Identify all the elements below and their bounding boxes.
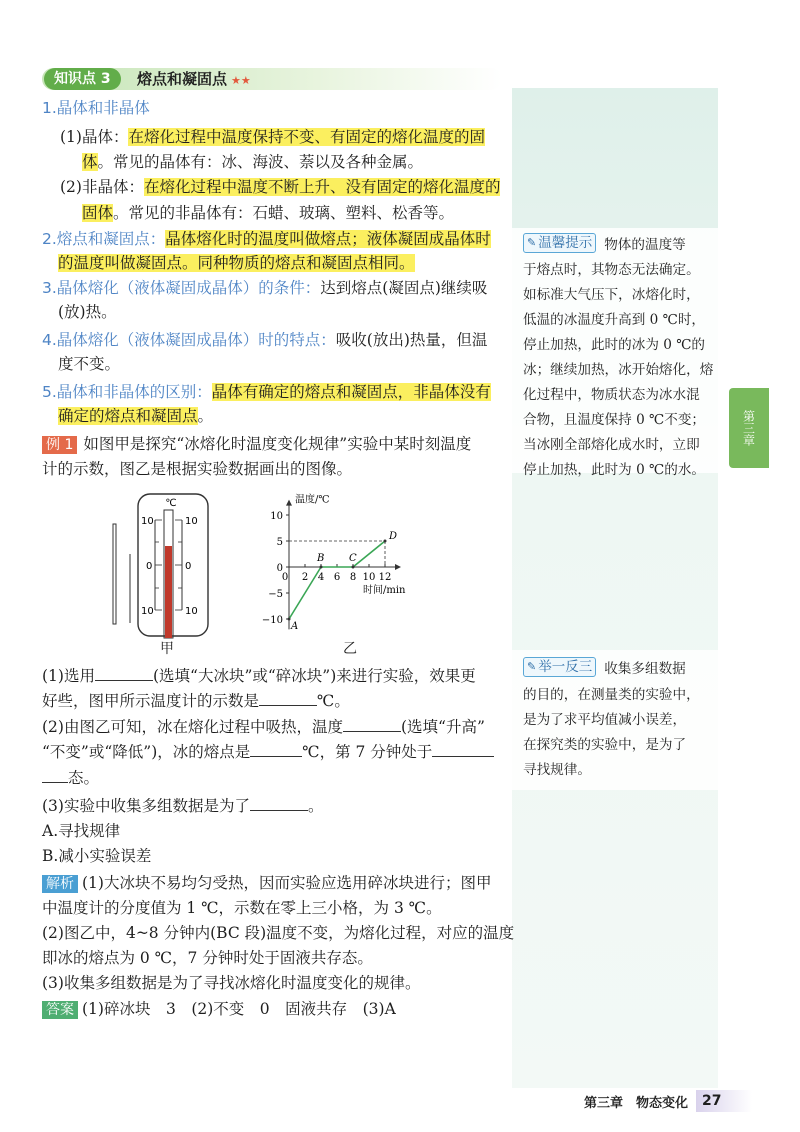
tip-warm-title: ✎ 温馨提示 [523, 233, 596, 253]
point-label: A [291, 621, 299, 632]
section-4: 4.晶体熔化（液体凝固成晶体）时的特点：吸收(放出)热量，但温 [42, 331, 488, 349]
y-tick-label: 5 [276, 537, 283, 548]
answer-line: 答案 (1)碎冰块 3 (2)不变 0 固液共存 (3)A [42, 999, 396, 1019]
tick-label-top-right: 10 [185, 516, 198, 527]
tick-label-top-left: 10 [141, 516, 154, 527]
x-tick-label: 2 [301, 572, 309, 583]
page-number: 27 [696, 1090, 751, 1112]
figure-left-caption: 甲 [160, 641, 174, 657]
amorphous-definition-cont: 固体。常见的非晶体有：石蜡、玻璃、塑料、松香等。 [82, 204, 455, 222]
tip-warm-line-9: 停止加热，此时为 0 ℃的水。 [523, 462, 706, 478]
tip-extend-title: ✎ 举一反三 [523, 657, 596, 677]
y-axis-title: 温度/℃ [295, 494, 330, 506]
answer-blank-5[interactable] [432, 742, 494, 757]
point-label: C [349, 553, 357, 564]
y-tick-label: −10 [261, 615, 283, 626]
option-a: A.寻找规律 [42, 822, 121, 840]
crystal-definition-cont: 体。常见的晶体有：冰、海波、萘以及各种金属。 [82, 153, 424, 171]
data-point [384, 540, 387, 543]
x-axis-arrow [395, 564, 401, 570]
series-segment [353, 541, 385, 567]
x-tick-label: 8 [349, 572, 357, 583]
temperature-time-chart [255, 485, 435, 635]
x-tick-label: 12 [378, 572, 392, 583]
tip-warm-line-3: 低温的冰温度升高到 0 ℃时， [523, 312, 706, 328]
thermometer-figure [110, 488, 225, 648]
x-tick-label: 10 [362, 572, 376, 583]
mercury-column [165, 546, 172, 638]
page-footer [584, 1090, 752, 1112]
tip-warm-line-1: 于熔点时，其物态无法确定。 [523, 262, 700, 278]
amorphous-definition: (2)非晶体：在熔化过程中温度不断上升、没有固定的熔化温度的 [60, 178, 501, 196]
tick-label-mid-left: 0 [146, 561, 153, 572]
tip-extend-line-0: 收集多组数据 [604, 661, 686, 677]
answer-blank-6[interactable] [250, 796, 308, 811]
x-axis-title: 时间/min [363, 585, 406, 596]
analysis-line-4: 即冰的熔点为 0 ℃，7 分钟时处于固液共存态。 [42, 949, 373, 967]
answer-blank-2[interactable] [259, 691, 317, 706]
tip-warm-line-8: 当冰刚全部熔化成水时，立即 [523, 437, 700, 453]
answer-blank-3[interactable] [343, 717, 401, 732]
x-tick-label: 4 [317, 572, 325, 583]
section-2-cont: 的温度叫做凝固点。同种物质的熔点和凝固点相同。 [58, 254, 415, 272]
example-question: 例 1 如图甲是探究“冰熔化时温度变化规律”实验中某时刻温度 [42, 434, 471, 454]
tick-label-bottom-left: 10 [141, 606, 154, 617]
sub-question-2-end: 态。 [42, 768, 99, 788]
tip-warm-line-5: 冰；继续加热，冰开始熔化，熔 [523, 362, 714, 378]
analysis-line-5: (3)收集多组数据是为了寻找冰熔化时温度变化的规律。 [42, 974, 421, 992]
chapter-side-tab[interactable] [729, 388, 769, 468]
example-question-cont: 计的示数，图乙是根据实验数据画出的图像。 [42, 460, 353, 478]
data-point [352, 566, 355, 569]
section-5-cont: 确定的熔点和凝固点。 [58, 407, 214, 425]
difficulty-stars: ★★ [231, 74, 251, 87]
bulb-icon: ✎ [527, 236, 537, 249]
footer-chapter: 第三章 物态变化 [584, 1095, 689, 1111]
x-tick-label: 6 [333, 572, 341, 583]
tick-label-bottom-right: 10 [185, 606, 198, 617]
stirring-rod [113, 524, 116, 624]
option-b: B.减小实验误差 [42, 847, 152, 865]
section-3-cont: (放)热。 [58, 303, 117, 321]
section-header-title: 熔点和凝固点 ★★ [137, 70, 251, 88]
tip-warm-line-7: 合物，且温度保持 0 ℃不变； [523, 412, 706, 428]
section-4-cont: 度不变。 [58, 355, 121, 373]
section-3: 3.晶体熔化（液体凝固成晶体）的条件：达到熔点(凝固点)继续吸 [42, 279, 488, 297]
analysis-line-1: 解析 (1)大冰块不易均匀受热，因而实验应选用碎冰块进行；图甲 [42, 873, 491, 893]
sub-question-1-cont: 好些，图甲所示温度计的示数是 ℃。 [42, 692, 350, 710]
analysis-tag: 解析 [42, 875, 78, 893]
section-2: 2.熔点和凝固点：晶体熔化时的温度叫做熔点；液体凝固成晶体时 [42, 230, 491, 248]
tip-warm-line-2: 如标准大气压下，冰熔化时， [523, 287, 700, 303]
tip-box-extend [523, 656, 686, 678]
tick-label-mid-right: 0 [185, 561, 192, 572]
y-axis-arrow [286, 500, 292, 506]
tip-box-warm [523, 232, 686, 254]
thermometer-unit: ℃ [165, 498, 177, 509]
section-header-badge: 知识点 3 [44, 68, 121, 90]
answer-blank-4[interactable] [250, 742, 302, 757]
sub-question-3: (3)实验中收集多组数据是为了 。 [42, 797, 324, 815]
analysis-line-3: (2)图乙中，4~8 分钟内(BC 段)温度不变，为熔化过程，对应的温度 [42, 924, 515, 942]
sub-question-2: (2)由图乙可知，冰在熔化过程中吸热，温度 (选填“升高” [42, 718, 485, 736]
sub-question-1: (1)选用 (选填“大冰块”或“碎冰块”)来进行实验，效果更 [42, 667, 476, 685]
answer-blank-1[interactable] [95, 666, 153, 681]
section-5: 5.晶体和非晶体的区别：晶体有确定的熔点和凝固点，非晶体没有 [42, 383, 491, 401]
section-1-title: 1.晶体和非晶体 [42, 99, 150, 117]
tip-extend-line-4: 寻找规律。 [523, 762, 591, 778]
answer-tag: 答案 [42, 1001, 78, 1019]
data-point [320, 566, 323, 569]
tip-extend-line-1: 的目的，在测量类的实验中， [523, 687, 700, 703]
example-tag: 例 1 [42, 436, 77, 454]
point-label: B [317, 553, 325, 564]
point-label: D [389, 531, 398, 542]
y-tick-label: 0 [276, 563, 283, 574]
answer-blank-5-cont[interactable] [42, 768, 68, 783]
x-tick-label: 0 [281, 572, 289, 583]
chapter-side-tab-label: 第三章 [741, 410, 756, 446]
analysis-line-2: 中温度计的分度值为 1 ℃，示数在零上三小格，为 3 ℃。 [42, 899, 442, 917]
bulb-icon: ✎ [527, 660, 537, 673]
crystal-definition: (1)晶体：在熔化过程中温度保持不变、有固定的熔化温度的固 [60, 128, 485, 146]
tip-extend-line-3: 在探究类的实验中，是为了 [523, 737, 687, 753]
tip-warm-line-4: 停止加热，此时的冰为 0 ℃的 [523, 337, 706, 353]
y-tick-label: 10 [270, 511, 283, 522]
y-tick-label: −5 [268, 589, 283, 600]
tip-warm-line-6: 化过程中，物质状态为冰水混 [523, 387, 700, 403]
sub-question-2-cont: “不变”或“降低”)，冰的熔点是 ℃，第 7 分钟处于 [42, 742, 494, 762]
tip-warm-line-0: 物体的温度等 [604, 237, 686, 253]
figure-right-caption: 乙 [343, 641, 357, 657]
tip-extend-line-2: 是为了求平均值减小误差， [523, 712, 687, 728]
